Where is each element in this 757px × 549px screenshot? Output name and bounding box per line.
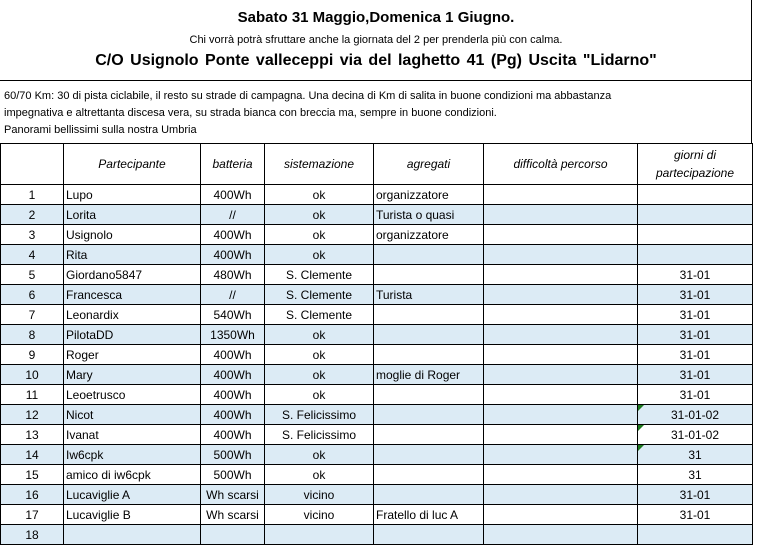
cell-difficulty[interactable] [484, 465, 638, 485]
cell-companions[interactable] [374, 445, 484, 465]
cell-difficulty[interactable] [484, 305, 638, 325]
cell-battery[interactable]: 480Wh [201, 265, 265, 285]
cell-participant[interactable]: Roger [64, 345, 201, 365]
cell-difficulty[interactable] [484, 505, 638, 525]
cell-difficulty[interactable] [484, 445, 638, 465]
cell-battery[interactable]: 400Wh [201, 365, 265, 385]
cell-accommodation[interactable]: S. Felicissimo [265, 425, 374, 445]
cell-difficulty[interactable] [484, 385, 638, 405]
cell-days[interactable]: 31-01 [638, 385, 753, 405]
table-row [1, 225, 753, 245]
table-row [1, 305, 753, 325]
event-header [0, 0, 752, 80]
cell-difficulty[interactable] [484, 205, 638, 225]
cell-days[interactable]: 31-01 [638, 485, 753, 505]
cell-participant[interactable]: amico di iw6cpk [64, 465, 201, 485]
table-row [1, 485, 753, 505]
cell-companions[interactable]: Turista o quasi [374, 205, 484, 225]
cell-companions[interactable] [374, 485, 484, 505]
cell-participant[interactable]: Mary [64, 365, 201, 385]
header-difficulty[interactable]: difficoltà percorso [484, 144, 638, 185]
cell-participant[interactable]: Rita [64, 245, 201, 265]
table-row [1, 385, 753, 405]
cell-difficulty[interactable] [484, 225, 638, 245]
cell-companions[interactable]: Turista [374, 285, 484, 305]
cell-accommodation[interactable]: ok [265, 445, 374, 465]
cell-participant[interactable]: Lupo [64, 185, 201, 205]
cell-accommodation[interactable]: S. Felicissimo [265, 405, 374, 425]
cell-battery[interactable]: 400Wh [201, 225, 265, 245]
table-row [1, 325, 753, 345]
cell-difficulty[interactable] [484, 485, 638, 505]
cell-days[interactable] [638, 205, 753, 225]
cell-difficulty[interactable] [484, 245, 638, 265]
cell-companions[interactable] [374, 385, 484, 405]
cell-battery[interactable]: 540Wh [201, 305, 265, 325]
cell-accommodation[interactable]: ok [265, 465, 374, 485]
cell-days[interactable]: 31 [638, 445, 753, 465]
cell-days[interactable]: 31-01 [638, 285, 753, 305]
cell-battery[interactable]: Wh scarsi [201, 505, 265, 525]
cell-days[interactable]: 31-01 [638, 365, 753, 385]
cell-accommodation[interactable]: ok [265, 185, 374, 205]
cell-participant[interactable]: Giordano5847 [64, 265, 201, 285]
cell-number[interactable]: 12 [1, 405, 64, 425]
cell-participant[interactable]: Ivanat [64, 425, 201, 445]
cell-battery[interactable]: 400Wh [201, 345, 265, 365]
cell-companions[interactable] [374, 465, 484, 485]
cell-difficulty[interactable] [484, 185, 638, 205]
cell-days[interactable]: 31-01-02 [638, 405, 753, 425]
cell-days[interactable] [638, 225, 753, 245]
header-accommodation[interactable]: sistemazione [265, 144, 374, 185]
cell-number[interactable]: 11 [1, 385, 64, 405]
cell-days[interactable]: 31 [638, 465, 753, 485]
participants-table [0, 143, 753, 545]
cell-difficulty[interactable] [484, 325, 638, 345]
cell-days[interactable]: 31-01 [638, 265, 753, 285]
cell-battery[interactable]: 500Wh [201, 445, 265, 465]
cell-number[interactable]: 10 [1, 365, 64, 385]
cell-companions[interactable]: moglie di Roger [374, 365, 484, 385]
cell-days[interactable]: 31-01 [638, 505, 753, 525]
cell-days[interactable] [638, 185, 753, 205]
cell-number[interactable]: 7 [1, 305, 64, 325]
cell-companions[interactable] [374, 325, 484, 345]
cell-battery[interactable]: 400Wh [201, 185, 265, 205]
cell-number[interactable]: 2 [1, 205, 64, 225]
cell-difficulty[interactable] [484, 365, 638, 385]
header-divider [0, 80, 752, 81]
cell-battery[interactable]: Wh scarsi [201, 485, 265, 505]
cell-battery[interactable]: 400Wh [201, 405, 265, 425]
cell-accommodation[interactable]: S. Clemente [265, 285, 374, 305]
table-row [1, 205, 753, 225]
cell-difficulty[interactable] [484, 285, 638, 305]
cell-battery[interactable]: 400Wh [201, 245, 265, 265]
table-row [1, 525, 753, 545]
table-row [1, 405, 753, 425]
description-line: Panorami bellissimi sulla nostra Umbria [4, 124, 197, 136]
cell-battery[interactable] [201, 525, 265, 545]
cell-number[interactable]: 3 [1, 225, 64, 245]
cell-participant[interactable]: Lucaviglie A [64, 485, 201, 505]
cell-companions[interactable] [374, 245, 484, 265]
sheet-border-right [751, 0, 752, 143]
cell-companions[interactable]: Fratello di luc A [374, 505, 484, 525]
cell-number[interactable]: 13 [1, 425, 64, 445]
cell-number[interactable]: 6 [1, 285, 64, 305]
cell-accommodation[interactable]: ok [265, 325, 374, 345]
cell-participant[interactable]: Usignolo [64, 225, 201, 245]
cell-number[interactable]: 4 [1, 245, 64, 265]
event-title: Sabato 31 Maggio,Domenica 1 Giugno. [237, 9, 515, 26]
table-row [1, 265, 753, 285]
table-header-row [1, 144, 753, 185]
cell-difficulty[interactable] [484, 345, 638, 365]
cell-participant[interactable]: PilotaDD [64, 325, 201, 345]
description-line: impegnativa e altrettanta discesa vera, su strada bianca con breccia ma, sempre in buone condizioni. [4, 107, 497, 119]
cell-battery[interactable]: 1350Wh [201, 325, 265, 345]
cell-companions[interactable]: organizzatore [374, 225, 484, 245]
header-days[interactable]: giorni di partecipazione [638, 144, 753, 185]
table-row [1, 345, 753, 365]
cell-accommodation[interactable] [265, 525, 374, 545]
header-participant[interactable]: Partecipante [64, 144, 201, 185]
cell-days[interactable]: 31-01 [638, 325, 753, 345]
cell-participant[interactable]: Lorita [64, 205, 201, 225]
cell-companions[interactable] [374, 425, 484, 445]
cell-accommodation[interactable]: ok [265, 205, 374, 225]
cell-accommodation[interactable]: ok [265, 345, 374, 365]
cell-accommodation[interactable]: S. Clemente [265, 265, 374, 285]
table-row [1, 505, 753, 525]
cell-number[interactable]: 16 [1, 485, 64, 505]
cell-participant[interactable] [64, 525, 201, 545]
cell-participant[interactable]: Nicot [64, 405, 201, 425]
header-companions[interactable]: agregati [374, 144, 484, 185]
table-row [1, 445, 753, 465]
cell-difficulty[interactable] [484, 405, 638, 425]
cell-days[interactable] [638, 245, 753, 265]
cell-battery[interactable]: // [201, 205, 265, 225]
cell-number[interactable]: 1 [1, 185, 64, 205]
cell-accommodation[interactable]: S. Clemente [265, 305, 374, 325]
header-number[interactable] [1, 144, 64, 185]
cell-battery[interactable]: // [201, 285, 265, 305]
cell-number[interactable]: 8 [1, 325, 64, 345]
cell-battery[interactable]: 400Wh [201, 425, 265, 445]
cell-accommodation[interactable]: ok [265, 365, 374, 385]
cell-battery[interactable]: 400Wh [201, 385, 265, 405]
cell-accommodation[interactable]: ok [265, 245, 374, 265]
cell-battery[interactable]: 500Wh [201, 465, 265, 485]
table-row [1, 365, 753, 385]
cell-companions[interactable] [374, 405, 484, 425]
cell-accommodation[interactable]: ok [265, 225, 374, 245]
cell-days[interactable]: 31-01-02 [638, 425, 753, 445]
cell-difficulty[interactable] [484, 525, 638, 545]
cell-participant[interactable]: Leoetrusco [64, 385, 201, 405]
cell-number[interactable]: 18 [1, 525, 64, 545]
cell-difficulty[interactable] [484, 265, 638, 285]
cell-companions[interactable]: organizzatore [374, 185, 484, 205]
cell-companions[interactable] [374, 305, 484, 325]
cell-number[interactable]: 9 [1, 345, 64, 365]
cell-participant[interactable]: Leonardix [64, 305, 201, 325]
cell-days[interactable]: 31-01 [638, 345, 753, 365]
cell-participant[interactable]: Lucaviglie B [64, 505, 201, 525]
route-description [4, 88, 749, 139]
cell-accommodation[interactable]: vicino [265, 505, 374, 525]
cell-companions[interactable] [374, 525, 484, 545]
cell-number[interactable]: 15 [1, 465, 64, 485]
event-location: C/O Usignolo Ponte valleceppi via del laghetto 41 (Pg) Uscita "Lidarno" [95, 52, 657, 69]
cell-accommodation[interactable]: vicino [265, 485, 374, 505]
cell-days[interactable] [638, 525, 753, 545]
cell-number[interactable]: 5 [1, 265, 64, 285]
header-battery[interactable]: batteria [201, 144, 265, 185]
description-line: 60/70 Km: 30 di pista ciclabile, il resto su strade di campagna. Una decina di Km di salita in buone condizioni ma abbastanza [4, 90, 612, 102]
table-row [1, 245, 753, 265]
cell-days[interactable]: 31-01 [638, 305, 753, 325]
cell-participant[interactable]: Francesca [64, 285, 201, 305]
cell-companions[interactable] [374, 345, 484, 365]
cell-companions[interactable] [374, 265, 484, 285]
table-row [1, 185, 753, 205]
table-row [1, 285, 753, 305]
cell-number[interactable]: 14 [1, 445, 64, 465]
cell-difficulty[interactable] [484, 425, 638, 445]
table-row [1, 465, 753, 485]
event-subtitle: Chi vorrà potrà sfruttare anche la giornata del 2 per prenderla più con calma. [189, 34, 563, 46]
cell-accommodation[interactable]: ok [265, 385, 374, 405]
table-row [1, 425, 753, 445]
cell-number[interactable]: 17 [1, 505, 64, 525]
cell-participant[interactable]: Iw6cpk [64, 445, 201, 465]
